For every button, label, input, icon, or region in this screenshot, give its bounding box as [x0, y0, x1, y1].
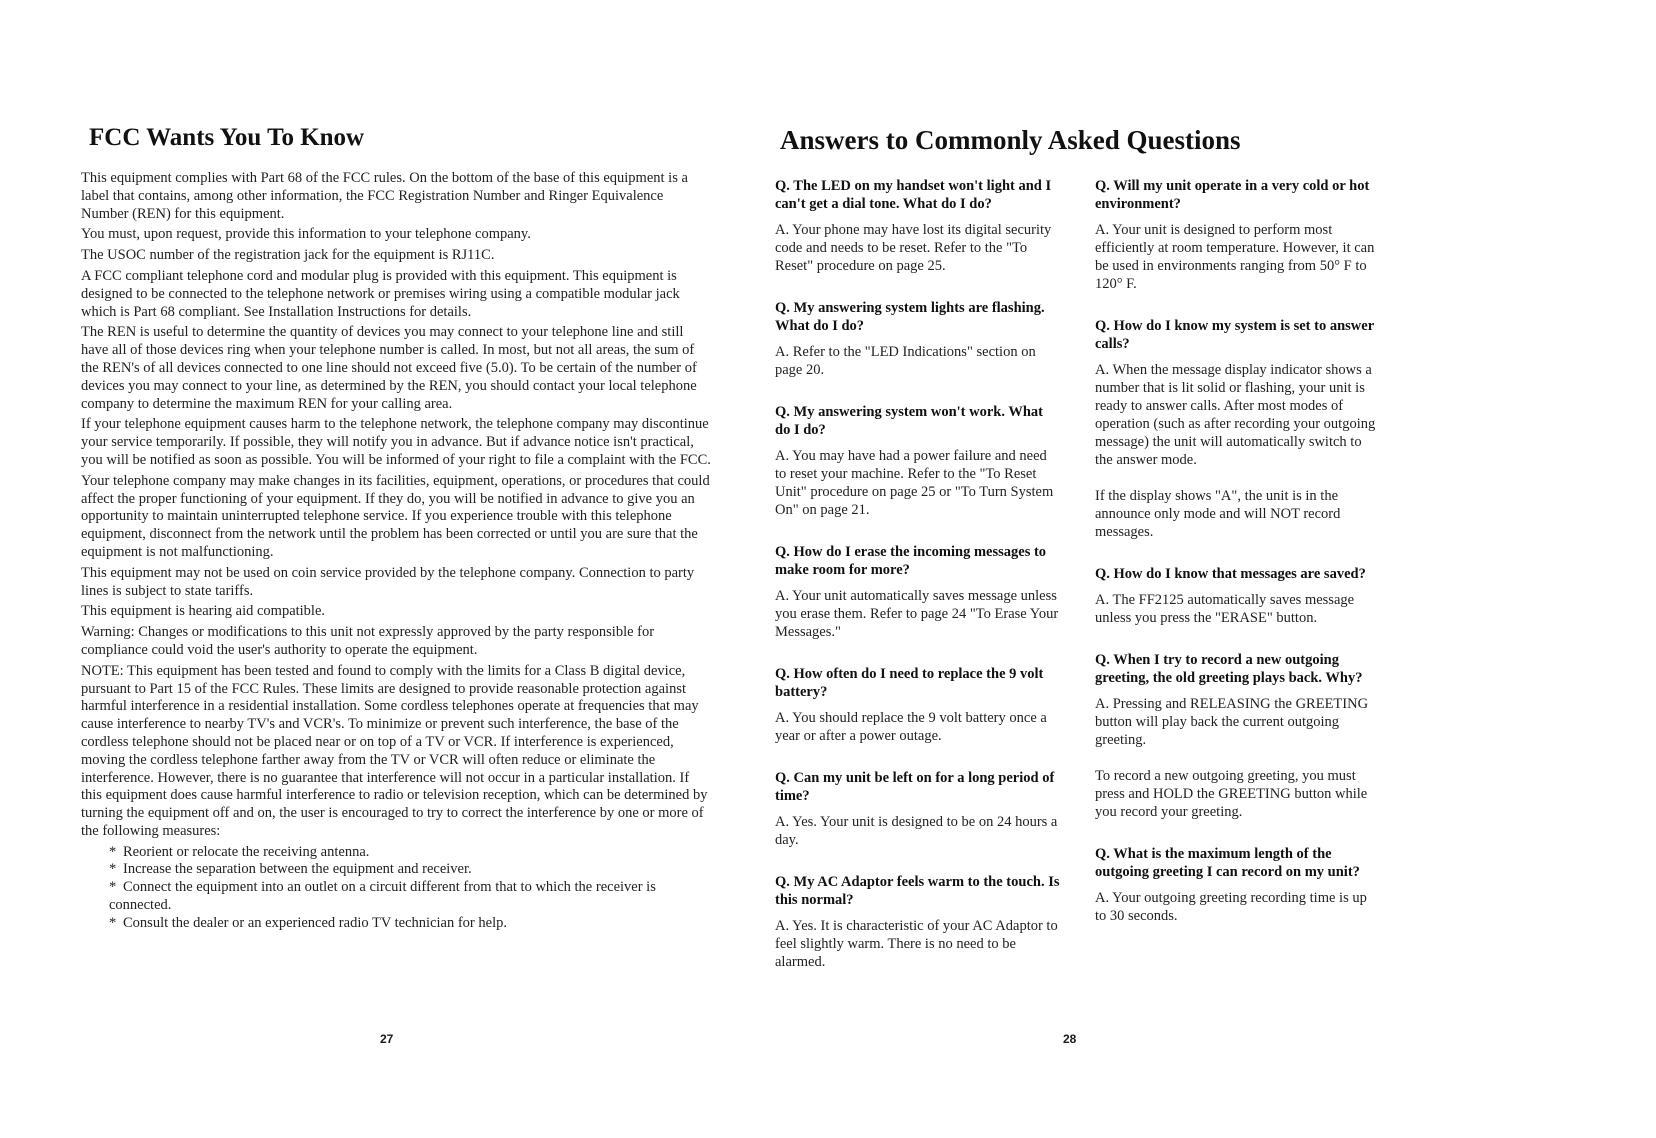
faq-answer: A. Pressing and RELEASING the GREETING button will play back the current outgoing greeting. — [1095, 696, 1369, 748]
faq-column-1 — [775, 177, 1060, 995]
fcc-paragraph: Warning: Changes or modifications to this unit not expressly approved by the party responsible for compliance could void the user's authority to operate the equipment. — [81, 624, 655, 658]
faq-question: Q. How often do I need to replace the 9 volt battery? — [775, 666, 1044, 700]
faq-question: Q. What is the maximum length of the outgoing greeting I can record on my unit? — [1095, 846, 1360, 880]
faq-item — [1095, 317, 1380, 541]
faq-answer: A. When the message display indicator shows a number that is lit solid or flashing, your unit is ready to answer calls. After most modes of operation (such as after recording your outgoing message) the unit will automatically switch to the answer mode. — [1095, 362, 1376, 468]
faq-answer: A. Your unit is designed to perform most efficiently at room temperature. However, it can be used in environments ranging from 50° F to 120° F. — [1095, 222, 1375, 292]
fcc-paragraph: You must, upon request, provide this information to your telephone company. — [81, 226, 531, 243]
faq-question: Q. Can my unit be left on for a long period of time? — [775, 770, 1055, 804]
faq-question: Q. Will my unit operate in a very cold or hot environment? — [1095, 178, 1370, 212]
fcc-paragraph: This equipment is hearing aid compatible. — [81, 603, 326, 620]
faq-item — [775, 299, 1060, 379]
right-page — [770, 0, 1656, 1138]
faq-item — [1095, 651, 1380, 821]
bullet-marker: * — [109, 879, 117, 896]
bullet-marker: * — [109, 861, 117, 878]
faq-answer: A. You may have had a power failure and need to reset your machine. Refer to the "To Reset Unit" procedure on page 25 or "To Turn System On" on page 21. — [775, 448, 1054, 518]
bullet-marker: * — [109, 914, 117, 931]
right-page-title: Answers to Commonly Asked Questions — [780, 125, 1241, 155]
faq-item — [775, 873, 1060, 971]
fcc-paragraph: If your telephone equipment causes harm to the telephone network, the telephone company may discontinue your service temporarily. If possible, they will notify you in advance. But if advance notice isn't practical, you will be notified as soon as possible. You will be informed of your right to file a complaint with the FCC. — [81, 416, 711, 468]
measure-item — [109, 879, 713, 915]
faq-answer: A. Refer to the "LED Indications" section on page 20. — [775, 344, 1036, 378]
faq-answer-note: If the display shows "A", the unit is in the announce only mode and will NOT record messages. — [1095, 488, 1341, 540]
faq-question: Q. My answering system won't work. What do I do? — [775, 404, 1043, 438]
bullet-marker: * — [109, 843, 117, 860]
left-page — [0, 0, 770, 1138]
faq-item — [1095, 177, 1380, 293]
fcc-paragraph: A FCC compliant telephone cord and modular plug is provided with this equipment. This equipment is designed to be connected to the telephone network or premises wiring using a compatible modular jack which is Part 68 compliant. See Installation Instructions for details. — [81, 267, 680, 320]
fcc-notice-body — [81, 170, 713, 933]
faq-answer: A. Yes. Your unit is designed to be on 24 hours a day. — [775, 814, 1058, 848]
faq-answer: A. Your unit automatically saves message unless you erase them. Refer to page 24 "To Erase Your Messages." — [775, 588, 1059, 640]
faq-answer: A. The FF2125 automatically saves message unless you press the "ERASE" button. — [1095, 592, 1355, 626]
measure-text: Increase the separation between the equipment and receiver. — [123, 861, 472, 878]
faq-item — [1095, 845, 1380, 925]
fcc-paragraph: Your telephone company may make changes in its facilities, equipment, operations, or procedures that could affect the proper functioning of your equipment. If they do, you will be notified in advance to give you an opportunity to maintain uninterrupted telephone service. If you experience trouble with this telephone equipment, disconnect from the network until the problem has been corrected or until you are sure that the equipment is not malfunctioning. — [81, 472, 710, 560]
faq-answer: A. You should replace the 9 volt battery once a year or after a power outage. — [775, 710, 1047, 744]
faq-question: Q. How do I know my system is set to answer calls? — [1095, 318, 1374, 352]
fcc-paragraph: This equipment complies with Part 68 of the FCC rules. On the bottom of the base of this equipment is a label that contains, among other information, the FCC Registration Number and Ringer Equivalence Number (REN) for this equipment. — [81, 170, 688, 222]
faq-answer-note: To record a new outgoing greeting, you must press and HOLD the GREETING button while you record your greeting. — [1095, 768, 1368, 820]
fcc-paragraph: The USOC number of the registration jack for the equipment is RJ11C. — [81, 247, 495, 264]
faq-question: Q. When I try to record a new outgoing greeting, the old greeting plays back. Why? — [1095, 652, 1363, 686]
measure-text: Consult the dealer or an experienced radio TV technician for help. — [123, 914, 507, 931]
faq-question: Q. How do I know that messages are saved? — [1095, 566, 1366, 582]
measures-list — [81, 844, 713, 933]
measure-item — [109, 844, 713, 862]
left-page-number: 27 — [380, 1032, 394, 1046]
faq-question: Q. My AC Adaptor feels warm to the touch. Is this normal? — [775, 874, 1060, 908]
faq-column-2 — [1095, 177, 1380, 949]
right-page-number: 28 — [1063, 1032, 1077, 1046]
fcc-paragraph: The REN is useful to determine the quantity of devices you may connect to your telephone line and still have all of those devices ring when your telephone number is called. In most, but not all areas, the sum of the REN's of all devices connected to one line should not exceed five (5.0). To be certain of the number of devices you may connect to your line, as determined by the REN, you should contact your local telephone company to determine the maximum REN for your calling area. — [81, 324, 697, 412]
measure-text: Reorient or relocate the receiving antenna. — [123, 843, 370, 860]
faq-item — [775, 543, 1060, 641]
fcc-paragraph: NOTE: This equipment has been tested and found to comply with the limits for a Class B digital device, pursuant to Part 15 of the FCC Rules. These limits are designed to provide reasonable protection against harmful interference in a residential installation. Some cordless telephones operate at frequencies that may cause interference to nearby TV's and VCR's. To minimize or prevent such interference, the base of the cordless telephone should not be placed near or on top of a TV or VCR. If interference is experienced, moving the cordless telephone farther away from the TV or VCR will often reduce or eliminate the interference. However, there is no guarantee that interference will not occur in a particular installation. If this equipment does cause harmful interference to radio or television reception, which can be determined by turning the equipment off and on, the user is encouraged to try to correct the interference by one or more of the following measures: — [81, 662, 708, 839]
left-page-title: FCC Wants You To Know — [89, 124, 365, 151]
faq-question: Q. How do I erase the incoming messages to make room for more? — [775, 544, 1047, 578]
measure-item — [109, 861, 713, 879]
faq-item — [775, 177, 1060, 275]
measure-text: Connect the equipment into an outlet on a circuit different from that to which the receiver is connected. — [109, 879, 656, 914]
fcc-paragraph: This equipment may not be used on coin service provided by the telephone company. Connection to party lines is subject to state tariffs. — [81, 564, 695, 599]
faq-question: Q. My answering system lights are flashing. What do I do? — [775, 300, 1045, 334]
faq-item — [775, 769, 1060, 849]
faq-question: Q. The LED on my handset won't light and I can't get a dial tone. What do I do? — [775, 178, 1052, 212]
faq-answer: A. Yes. It is characteristic of your AC Adaptor to feel slightly warm. There is no need to be alarmed. — [775, 918, 1058, 970]
faq-answer: A. Your outgoing greeting recording time is up to 30 seconds. — [1095, 890, 1367, 924]
faq-item — [1095, 565, 1380, 627]
faq-item — [775, 403, 1060, 519]
measure-item — [109, 915, 713, 933]
faq-item — [775, 665, 1060, 745]
faq-answer: A. Your phone may have lost its digital security code and needs to be reset. Refer to the "To Reset" procedure on page 25. — [775, 222, 1052, 274]
